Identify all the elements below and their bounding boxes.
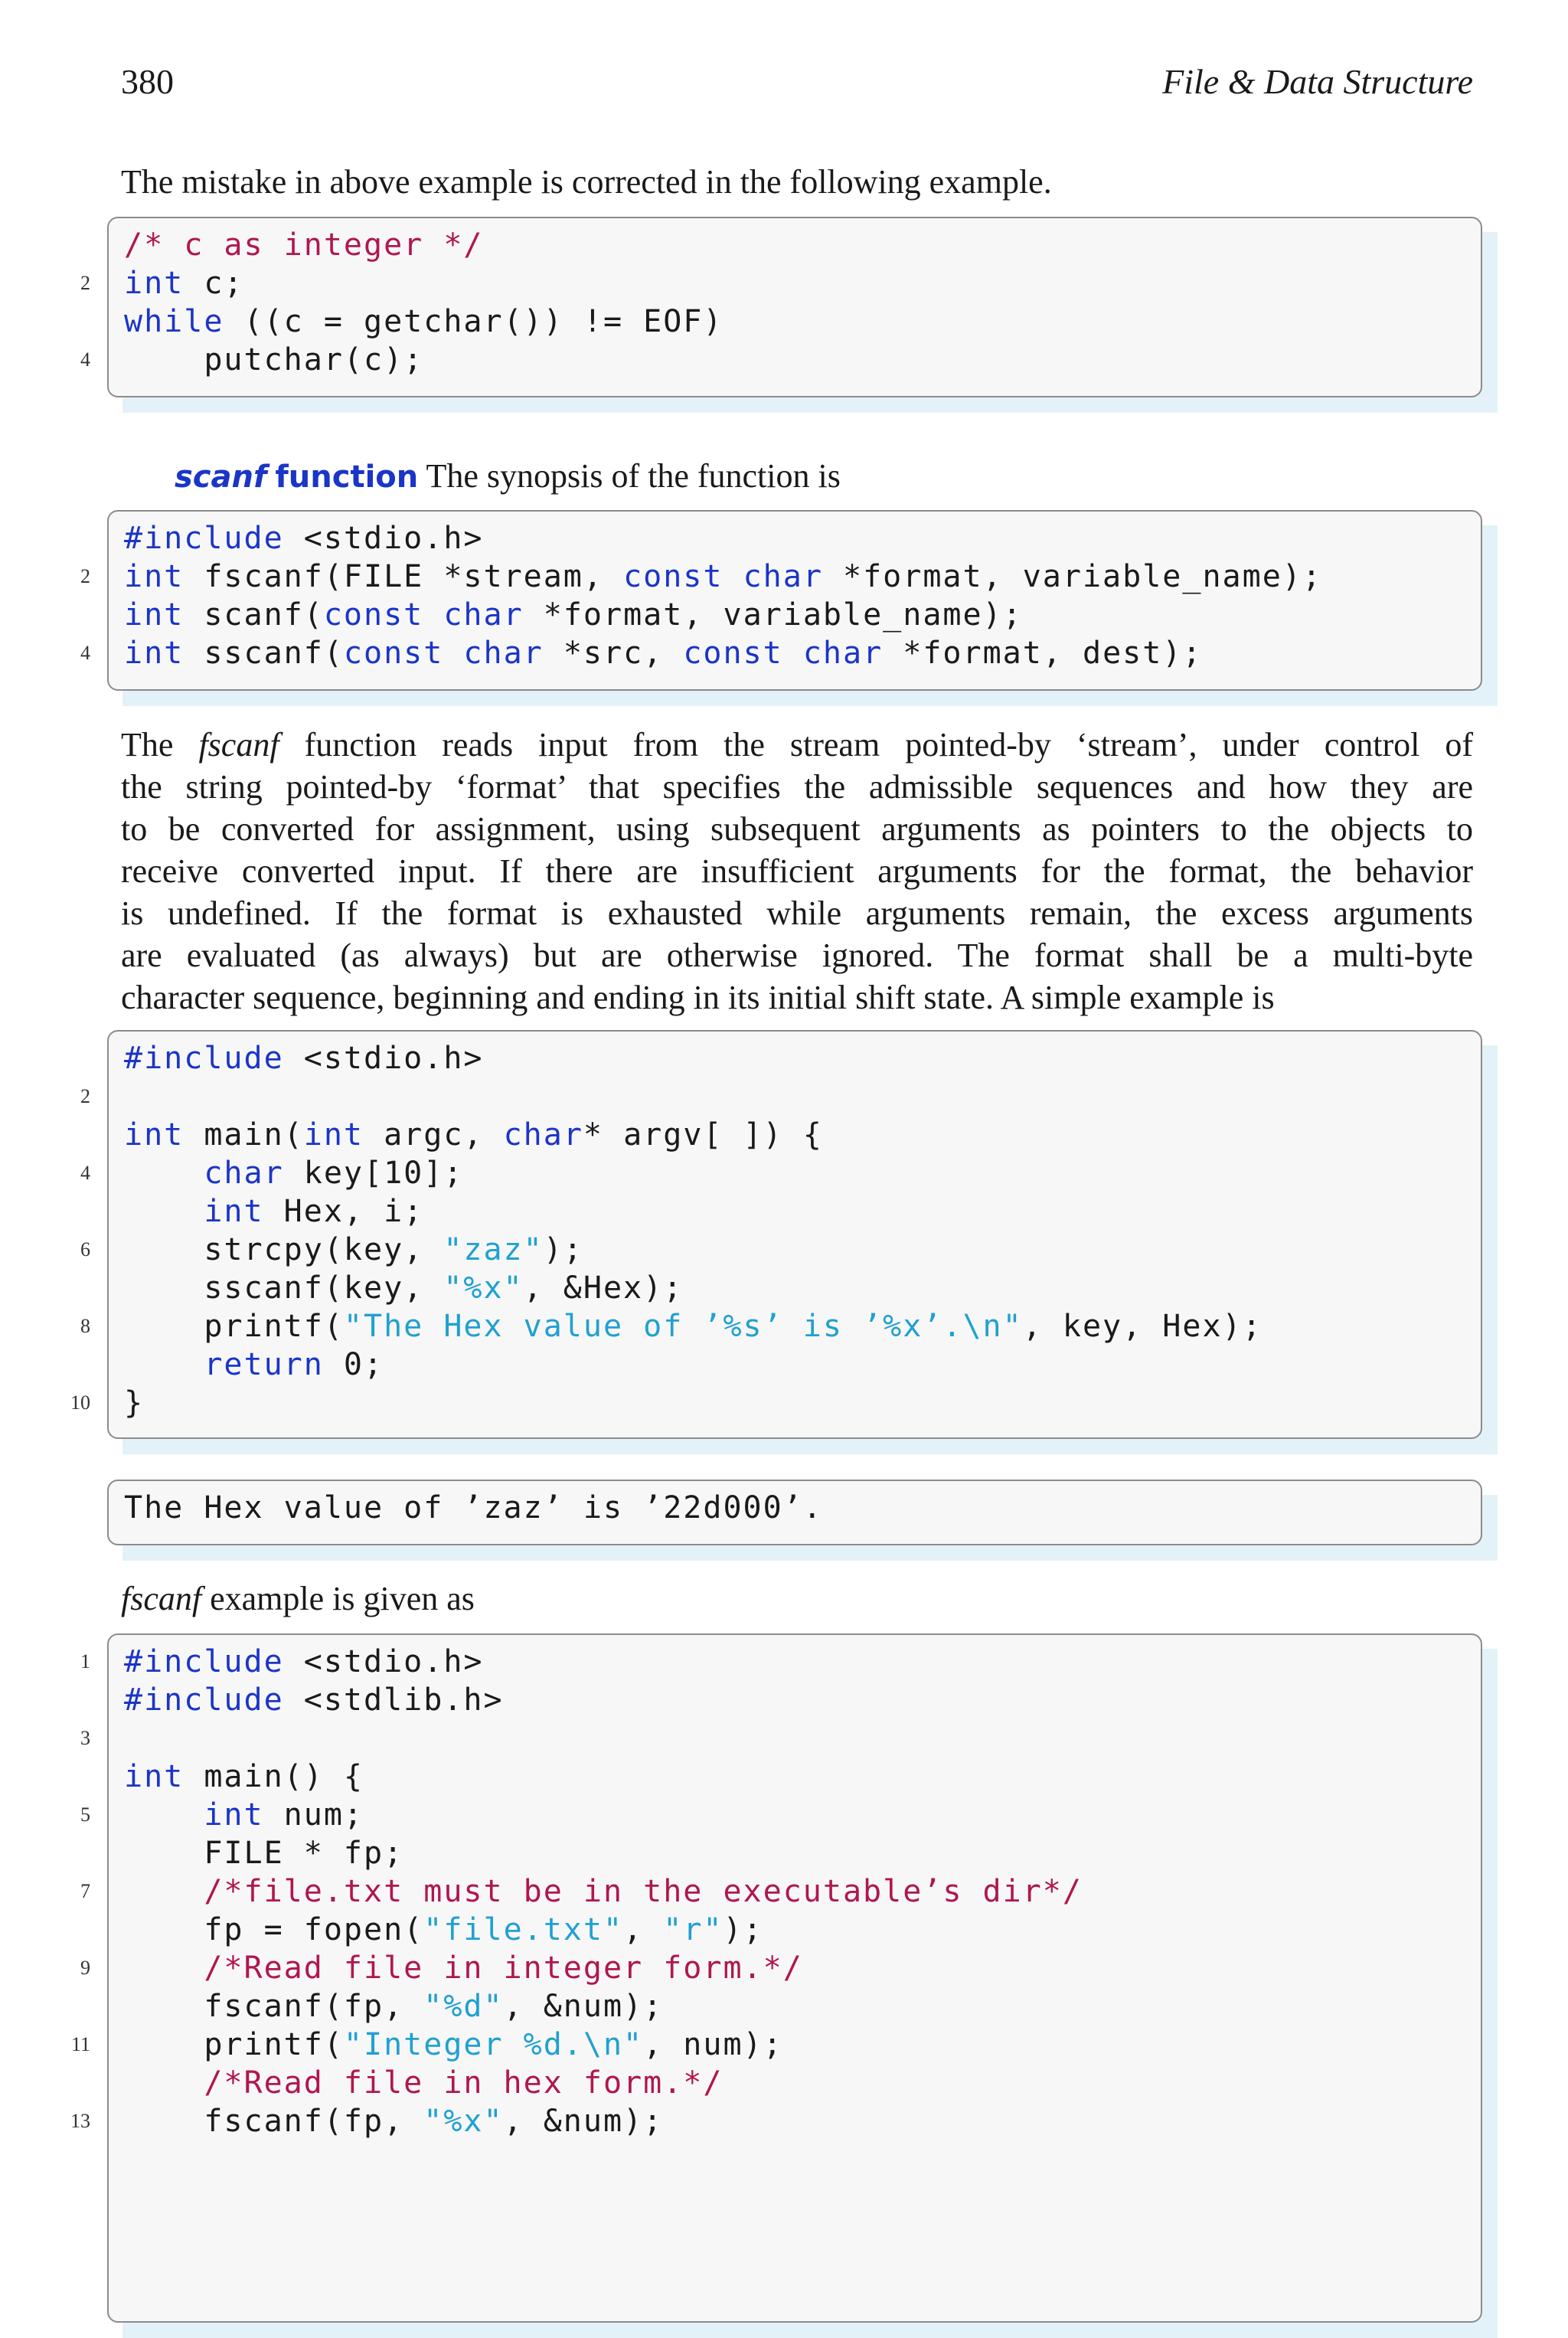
code-line bbox=[80, 1719, 1482, 1758]
code-text: ((c = getchar()) != EOF) bbox=[224, 304, 724, 339]
paragraph-line bbox=[121, 808, 1473, 850]
code-block-4 bbox=[70, 1633, 1482, 2323]
code-text: , key, Hex); bbox=[1022, 1309, 1263, 1344]
code-text bbox=[124, 1874, 204, 1909]
code-text: <stdio.h> bbox=[283, 1644, 484, 1679]
code-line bbox=[80, 634, 1482, 672]
code-line bbox=[70, 2026, 1482, 2064]
code-keyword: int bbox=[204, 1194, 264, 1229]
code-text: *format, variable_name); bbox=[822, 559, 1322, 594]
paragraph-text: function reads input from the stream pointed-by ‘stream’, under control of bbox=[279, 726, 1473, 764]
intro-line: The mistake in above example is corrected in the following example. bbox=[121, 163, 1052, 201]
code-keyword: int bbox=[124, 1759, 185, 1794]
code-text bbox=[124, 1951, 204, 1986]
code-line bbox=[80, 1796, 1482, 1834]
code-string: "%x" bbox=[443, 1270, 524, 1306]
code-directive: #include bbox=[124, 1041, 284, 1076]
code-text: fscanf(fp, bbox=[124, 1989, 424, 2024]
code-string: "r" bbox=[663, 1912, 724, 1947]
code-string: "zaz" bbox=[443, 1232, 544, 1267]
code-directive: #include bbox=[124, 1644, 284, 1679]
line-number: 4 bbox=[80, 348, 90, 371]
code-keyword: int bbox=[124, 559, 185, 594]
code-keyword: int bbox=[124, 266, 185, 301]
paragraph-text: character sequence, beginning and ending in its initial shift state. A simple example is bbox=[121, 979, 1275, 1016]
code-keyword: const bbox=[683, 636, 783, 671]
section-heading bbox=[175, 455, 841, 499]
paragraph-line bbox=[121, 892, 1473, 934]
code-line bbox=[124, 1834, 1482, 1872]
code-text: } bbox=[124, 1385, 145, 1421]
italic-term: fscanf bbox=[198, 726, 279, 764]
code-text: , num); bbox=[643, 2027, 783, 2062]
code-text bbox=[124, 1347, 204, 1382]
code-text: scanf( bbox=[184, 597, 324, 633]
code-line bbox=[80, 1231, 1482, 1269]
code-text bbox=[443, 636, 463, 671]
paragraph-text: to be converted for assignment, using subsequent arguments as pointers to the objects to bbox=[121, 810, 1473, 848]
code-text: <stdio.h> bbox=[283, 1041, 484, 1076]
body-paragraph bbox=[121, 724, 1473, 1019]
section-keyword: scanf bbox=[175, 459, 267, 495]
code-line bbox=[124, 302, 1482, 341]
code-line bbox=[80, 1872, 1482, 1911]
code-line bbox=[80, 1949, 1482, 1987]
code-text: argc, bbox=[364, 1117, 504, 1153]
code-line bbox=[124, 1911, 1482, 1949]
code-comment: /*file.txt must be in the executable’s dir*/ bbox=[204, 1874, 1083, 1909]
paragraph-line bbox=[121, 850, 1473, 892]
paragraph-text: is undefined. If the format is exhausted while arguments remain, the excess arguments bbox=[121, 894, 1473, 932]
output-block bbox=[107, 1480, 1482, 1545]
code-line bbox=[70, 2102, 1482, 2140]
code-text: num; bbox=[263, 1797, 364, 1833]
paragraph-line bbox=[121, 976, 1473, 1019]
code-line bbox=[124, 1192, 1482, 1231]
code-text: , &num); bbox=[503, 1989, 664, 2024]
paragraph-text: receive converted input. If there are insufficient arguments for the format, the behavior bbox=[121, 852, 1473, 890]
code-keyword: char bbox=[443, 597, 524, 633]
line-number: 2 bbox=[80, 565, 90, 587]
code-line bbox=[80, 558, 1482, 596]
code-line bbox=[124, 1269, 1482, 1307]
code-comment: /*Read file in integer form.*/ bbox=[204, 1951, 803, 1986]
code-text: , &Hex); bbox=[523, 1270, 684, 1306]
code-keyword: int bbox=[124, 1117, 185, 1153]
code-text: <stdlib.h> bbox=[283, 1682, 504, 1718]
line-number: 7 bbox=[80, 1880, 90, 1902]
fscanf-intro-text: example is given as bbox=[201, 1580, 475, 1617]
code-lines bbox=[70, 1039, 1482, 1422]
code-line bbox=[70, 1384, 1482, 1422]
code-text: , &num); bbox=[503, 2104, 664, 2139]
code-text: *src, bbox=[543, 636, 684, 671]
code-text: 0; bbox=[323, 1347, 384, 1382]
code-text: , bbox=[623, 1912, 664, 1947]
code-keyword: const bbox=[323, 597, 424, 633]
code-directive: #include bbox=[124, 521, 284, 556]
code-text: ); bbox=[723, 1912, 763, 1947]
code-comment: /* c as integer */ bbox=[124, 227, 484, 263]
section-word: function bbox=[275, 459, 419, 495]
paragraph-line bbox=[121, 724, 1473, 766]
line-number: 5 bbox=[80, 1803, 90, 1826]
page-number: 380 bbox=[121, 62, 174, 101]
code-keyword: char bbox=[463, 636, 544, 671]
code-text: main() { bbox=[184, 1759, 364, 1794]
code-directive: #include bbox=[124, 1682, 284, 1718]
code-keyword: const bbox=[623, 559, 724, 594]
code-block-2 bbox=[80, 510, 1482, 691]
code-string: "%x" bbox=[423, 2104, 504, 2139]
code-line bbox=[124, 226, 1482, 264]
code-text: printf( bbox=[124, 1309, 344, 1344]
code-block-3 bbox=[70, 1030, 1482, 1439]
code-keyword: char bbox=[802, 636, 884, 671]
paragraph-line bbox=[121, 934, 1473, 976]
code-line bbox=[124, 1039, 1482, 1077]
code-lines bbox=[70, 1643, 1482, 2140]
code-line bbox=[80, 1077, 1482, 1116]
line-number: 8 bbox=[80, 1315, 90, 1337]
code-text bbox=[124, 1156, 204, 1191]
running-title: File & Data Structure bbox=[1162, 62, 1473, 101]
code-keyword: const bbox=[343, 636, 444, 671]
line-number: 1 bbox=[80, 1650, 90, 1673]
code-string: "file.txt" bbox=[423, 1912, 624, 1947]
code-text: fscanf(fp, bbox=[124, 2104, 424, 2139]
code-line bbox=[124, 1346, 1482, 1384]
code-text bbox=[124, 1194, 204, 1229]
code-keyword: char bbox=[503, 1117, 583, 1153]
line-number: 4 bbox=[80, 642, 90, 664]
line-number: 4 bbox=[80, 1162, 90, 1184]
code-string: "Integer %d.\n" bbox=[343, 2027, 644, 2062]
code-text: *format, dest); bbox=[883, 636, 1203, 671]
paragraph-text: are evaluated (as always) but are otherwise ignored. The format shall be a multi-byte bbox=[121, 937, 1473, 974]
code-line bbox=[124, 596, 1482, 634]
code-text bbox=[124, 1797, 204, 1833]
line-number: 6 bbox=[80, 1238, 90, 1261]
code-block-1 bbox=[80, 217, 1482, 397]
code-keyword: int bbox=[124, 636, 185, 671]
code-text: *format, variable_name); bbox=[523, 597, 1023, 633]
code-lines bbox=[80, 226, 1482, 379]
code-text: main( bbox=[184, 1117, 304, 1153]
line-number: 10 bbox=[70, 1391, 90, 1414]
section-text: The synopsis of the function is bbox=[426, 457, 841, 495]
paragraph-line bbox=[121, 766, 1473, 808]
output-line: The Hex value of ’zaz’ is ’22d000’. bbox=[124, 1490, 823, 1525]
paragraph-text: the string pointed-by ‘format’ that specifies the admissible sequences and how they are bbox=[121, 768, 1473, 806]
line-number: 2 bbox=[80, 272, 90, 294]
code-text: * argv[ ]) { bbox=[583, 1117, 823, 1153]
code-text: fscanf(FILE *stream, bbox=[184, 559, 624, 594]
code-text bbox=[124, 2065, 204, 2101]
code-keyword: while bbox=[124, 304, 224, 339]
code-keyword: int bbox=[124, 597, 185, 633]
code-text: Hex, i; bbox=[263, 1194, 424, 1229]
code-line bbox=[124, 1987, 1482, 2026]
paragraph-text: The bbox=[121, 726, 199, 764]
code-line bbox=[80, 341, 1482, 379]
code-line bbox=[124, 519, 1482, 558]
code-string: "%d" bbox=[423, 1989, 504, 2024]
line-number: 9 bbox=[80, 1957, 90, 1979]
code-line bbox=[80, 1307, 1482, 1346]
fscanf-intro bbox=[121, 1578, 1473, 1620]
code-text bbox=[423, 597, 443, 633]
code-line bbox=[124, 2064, 1482, 2102]
fscanf-keyword: fscanf bbox=[121, 1580, 202, 1617]
code-line bbox=[80, 1154, 1482, 1192]
line-number: 2 bbox=[80, 1085, 90, 1107]
code-text: ); bbox=[543, 1232, 583, 1267]
code-line bbox=[80, 1643, 1482, 1681]
code-comment: /*Read file in hex form.*/ bbox=[204, 2065, 724, 2101]
code-text bbox=[783, 636, 803, 671]
code-line bbox=[124, 1116, 1482, 1154]
code-text: sscanf( bbox=[184, 636, 344, 671]
line-number: 13 bbox=[70, 2110, 90, 2132]
code-line bbox=[124, 1681, 1482, 1719]
code-keyword: char bbox=[743, 559, 823, 594]
code-text: strcpy(key, bbox=[124, 1232, 444, 1267]
code-text: printf( bbox=[124, 2027, 344, 2062]
code-text: sscanf(key, bbox=[124, 1270, 444, 1306]
code-line bbox=[124, 1758, 1482, 1796]
code-text: fp = fopen( bbox=[124, 1912, 424, 1947]
code-string: "The Hex value of ’%s’ is ’%x’.\n" bbox=[343, 1309, 1023, 1344]
code-lines bbox=[124, 1489, 1482, 1527]
code-keyword: int bbox=[204, 1797, 264, 1833]
code-text bbox=[723, 559, 743, 594]
code-lines bbox=[80, 519, 1482, 672]
code-text: <stdio.h> bbox=[283, 521, 484, 556]
code-text: FILE * fp; bbox=[124, 1836, 404, 1871]
code-line bbox=[80, 264, 1482, 302]
code-keyword: int bbox=[303, 1117, 364, 1153]
code-text: putchar(c); bbox=[124, 342, 424, 378]
code-keyword: char bbox=[204, 1156, 284, 1191]
intro-text bbox=[121, 161, 1473, 203]
line-number: 11 bbox=[70, 2033, 90, 2055]
code-keyword: return bbox=[204, 1347, 324, 1382]
code-text: c; bbox=[184, 266, 244, 301]
line-number: 3 bbox=[80, 1727, 90, 1749]
code-text: key[10]; bbox=[283, 1156, 464, 1191]
